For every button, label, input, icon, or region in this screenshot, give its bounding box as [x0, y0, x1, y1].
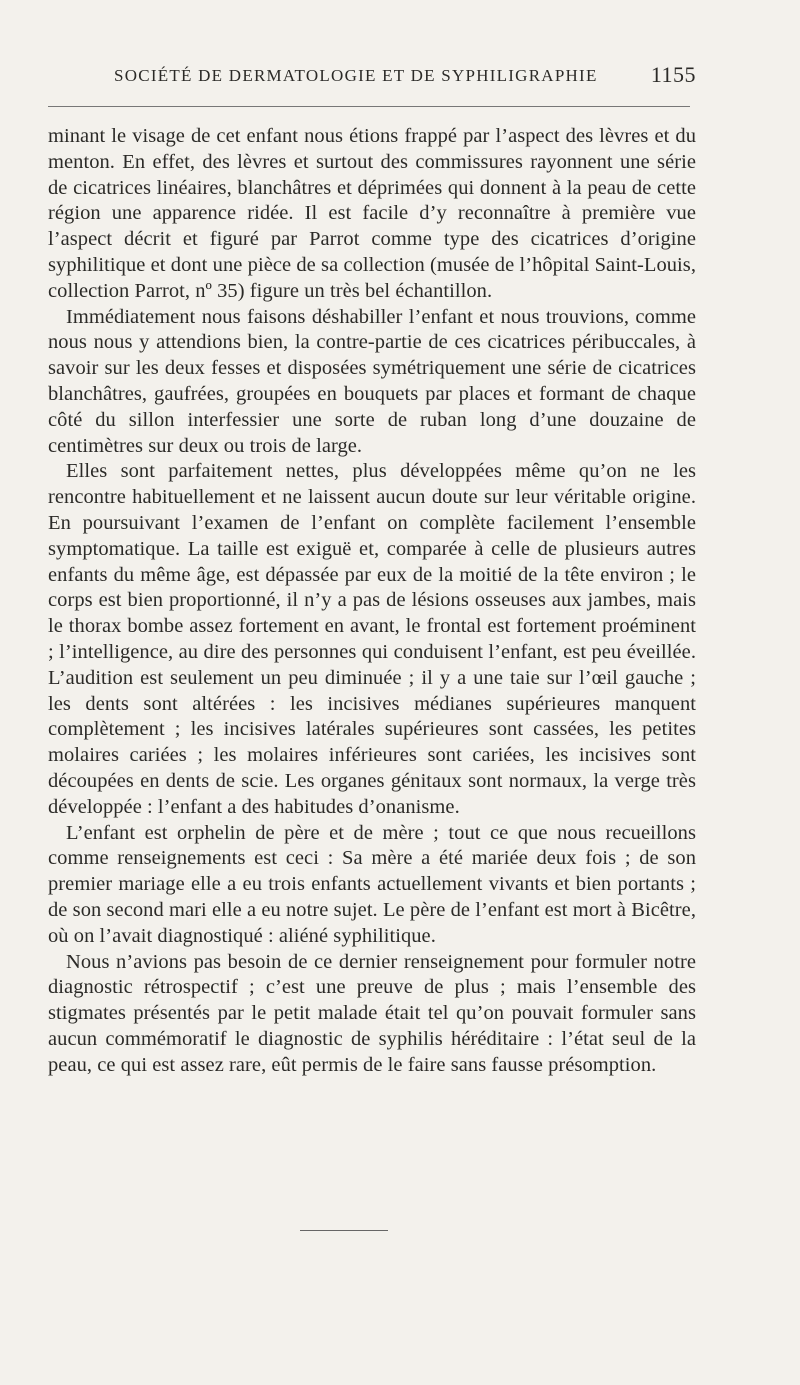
document-page: [48, 0, 696, 1385]
paragraph-4: L’enfant est orphelin de père et de mère ; tout ce que nous recueillons comme renseignements est ceci : Sa mère a été mariée deux fois ; de son premier mariage elle a eu trois enfants actuellement vivants et bien portants ; de son second mari elle a eu notre sujet. Le père de l’enfant est mort à Bicêtre, où on l’avait diagnostiqué : aliéné syphilitique.: [48, 821, 696, 947]
header-rule: [48, 106, 690, 107]
paragraph-5: Nous n’avions pas besoin de ce dernier renseignement pour formuler notre diagnostic rétrospectif ; c’est une preuve de plus ; mais l’ensemble des stigmates présentés par le petit malade était tel qu’on pouvait formuler sans aucun commémoratif le diagnostic de syphilis héréditaire : l’état seul de la peau, ce qui est assez rare, eût permis de le faire sans fausse présomption.: [48, 950, 696, 1076]
paragraph-2: Immédiatement nous faisons déshabiller l’enfant et nous trouvions, comme nous nous y attendions bien, la contre-partie de ces cicatrices péribuccales, à savoir sur les deux fesses et disposées symétriquement une série de cicatrices blanchâtres, gaufrées, groupées en bouquets par places et formant de chaque côté du sillon interfessier une sorte de ruban long d’une douzaine de centimètres sur deux ou trois de large.: [48, 305, 696, 457]
page-number: 1155: [650, 62, 696, 87]
paragraph-3: Elles sont parfaitement nettes, plus développées même qu’on ne les rencontre habituellement et ne laissent aucun doute sur leur véritable origine. En poursuivant l’examen de l’enfant on complète facilement l’ensemble symptomatique. La taille est exiguë et, comparée à celle de plusieurs autres enfants du même âge, est dépassée par eux de la moitié de la tête environ ; le corps est bien proportionné, il n’y a pas de lésions osseuses aux jambes, mais le thorax bombe assez fortement en avant, le frontal est fortement proéminent ; l’intelligence, au dire des personnes qui conduisent l’enfant, est peu éveillée. L’audition est seulement un peu diminuée ; il y a une taie sur l’œil gauche ; les dents sont altérées : les incisives médianes supérieures manquent complètement ; les incisives latérales supérieures sont cassées, les petites molaires cariées ; les molaires inférieures sont cariées, les incisives sont découpées en dents de scie. Les organes génitaux sont normaux, la verge très développée : l’enfant a des habitudes d’onanisme.: [48, 460, 696, 818]
running-header: [48, 64, 696, 94]
end-rule: [300, 1230, 388, 1231]
paragraph-1: minant le visage de cet enfant nous étions frappé par l’aspect des lèvres et du menton. En effet, des lèvres et surtout des commissures rayonnent une série de cicatrices linéaires, blanchâtres et déprimées qui donnent à la peau de cette région une apparence ridée. Il est facile d’y reconnaître à première vue l’aspect décrit et figuré par Parrot comme type des cicatrices d’origine syphilitique et dont une pièce de sa collection (musée de l’hôpital Saint-Louis, collection Parrot, nº 35) figure un très bel échantillon.: [48, 125, 696, 302]
body-text: [48, 124, 696, 1078]
running-title: SOCIÉTÉ DE DERMATOLOGIE ET DE SYPHILIGRAPHIE: [114, 66, 598, 85]
